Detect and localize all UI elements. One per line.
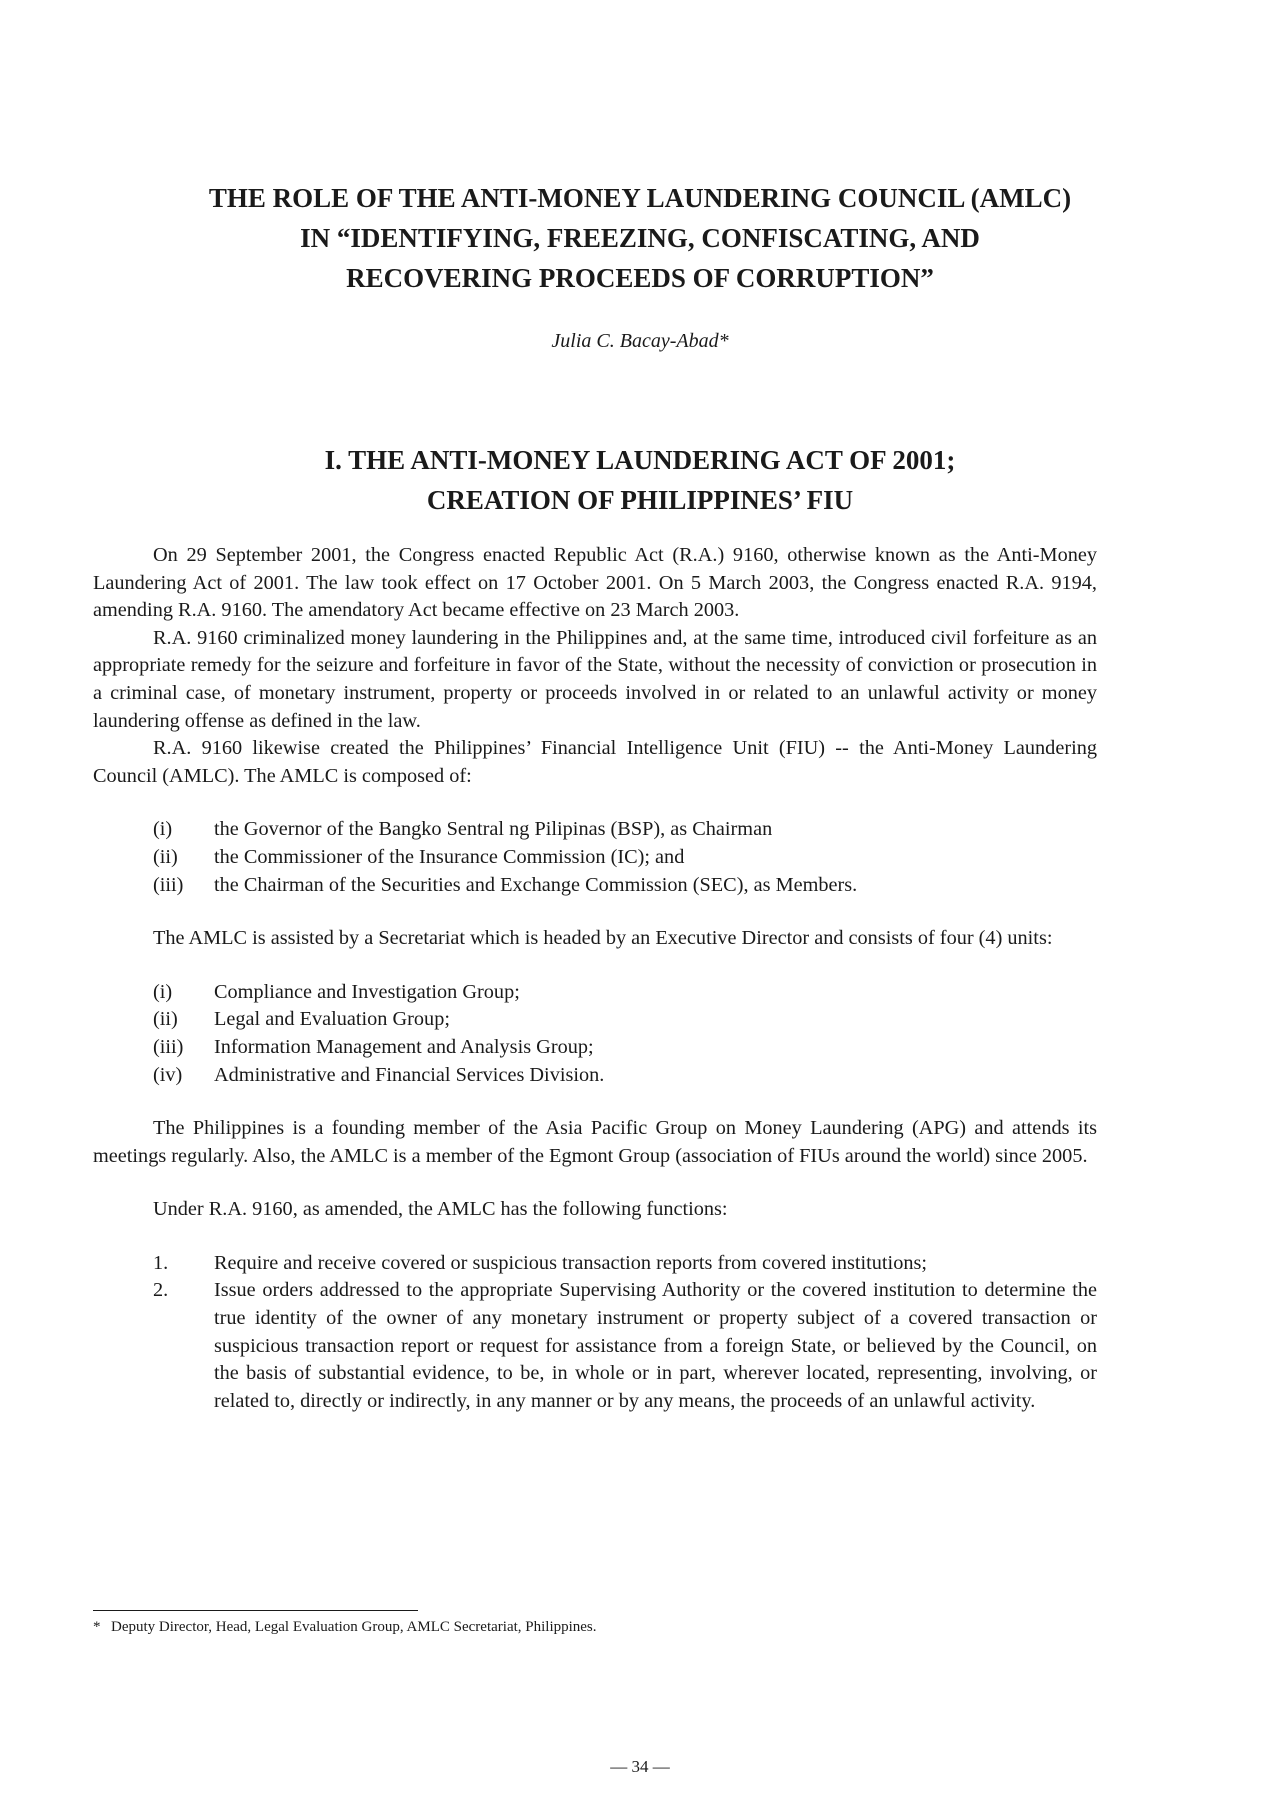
section-heading-line: CREATION OF PHILIPPINES’ FIU [426,485,854,515]
footnote-text: Deputy Director, Head, Legal Evaluation Group, AMLC Secretariat, Philippines. [111,1619,597,1635]
footnote-divider [93,1610,418,1611]
paragraph: R.A. 9160 likewise created the Philippines’ Financial Intelligence Unit (FIU) -- the Anti-Money Laundering Council (AMLC). The AMLC is composed of: [93,737,1097,787]
list-item-text: Require and receive covered or suspicious transaction reports from covered institutions; [214,1251,928,1274]
list-item-text: Information Management and Analysis Group; [214,1035,594,1058]
title-line: THE ROLE OF THE ANTI-MONEY LAUNDERING COUNCIL (AMLC) [208,183,1072,213]
list-marker: (iii) [153,1035,184,1058]
units-list [93,979,1097,1089]
title-line: IN “IDENTIFYING, FREEZING, CONFISCATING, AND [300,223,980,253]
list-item-text: the Commissioner of the Insurance Commission (IC); and [214,845,685,868]
body-text [93,542,1097,1415]
list-item-text: the Governor of the Bangko Sentral ng Pilipinas (BSP), as Chairman [214,818,773,841]
list-item-text: Issue orders addressed to the appropriate Supervising Authority or the covered institution to determine the true identity of the owner of any monetary instrument or property subject of a covered transaction or suspicious transaction report or request for assistance from a foreign State, or believed by the Council, on the basis of substantial evidence, to be, in whole or in part, wherever located, representing, involving, or related to, directly or indirectly, in any manner or by any means, the proceeds of an unlawful activity. [214,1279,1097,1412]
list-item [93,1277,1097,1415]
list-marker: (iv) [153,1063,183,1086]
list-marker: (ii) [153,845,178,868]
list-item [93,1006,1097,1034]
page-number: — 34 — [610,1757,670,1776]
paragraph: The Philippines is a founding member of the Asia Pacific Group on Money Laundering (APG) and attends its meetings regularly. Also, the AMLC is a member of the Egmont Group (association of FIUs around the world) since 2005. [93,1117,1097,1167]
paragraph: R.A. 9160 criminalized money laundering in the Philippines and, at the same time, introduced civil forfeiture as an appropriate remedy for the seizure and forfeiture in favor of the State, without the necessity of conviction or prosecution in a criminal case, of monetary instrument, property or proceeds involved in or related to an unlawful activity or money laundering offense as defined in the law. [93,626,1097,732]
author-name: Julia C. Bacay-Abad* [551,330,729,352]
list-item [93,844,1097,872]
list-marker: 1. [153,1251,169,1274]
list-item [93,872,1097,900]
section-heading-line: I. THE ANTI-MONEY LAUNDERING ACT OF 2001; [324,445,956,475]
article-title [100,178,1180,298]
list-item [93,1250,1097,1278]
list-item [93,1034,1097,1062]
list-item-text: Legal and Evaluation Group; [214,1008,450,1031]
list-item [93,1062,1097,1090]
list-marker: (i) [153,818,173,841]
section-heading [100,440,1180,520]
list-item [93,979,1097,1007]
list-marker: (i) [153,980,173,1003]
list-item-text: the Chairman of the Securities and Exchange Commission (SEC), as Members. [214,873,858,896]
list-marker: (iii) [153,873,184,896]
paragraph: Under R.A. 9160, as amended, the AMLC has the following functions: [153,1198,728,1221]
functions-list [93,1250,1097,1416]
composition-list [93,816,1097,899]
paragraph: On 29 September 2001, the Congress enacted Republic Act (R.A.) 9160, otherwise known as the Anti-Money Laundering Act of 2001. The law took effect on 17 October 2001. On 5 March 2003, the Congress enacted R.A. 9194, amending R.A. 9160. The amendatory Act became effective on 23 March 2003. [93,544,1097,622]
paragraph: The AMLC is assisted by a Secretariat which is headed by an Executive Director and consists of four (4) units: [153,927,1053,950]
footnote [93,1619,597,1636]
list-item-text: Compliance and Investigation Group; [214,980,520,1003]
footnote-marker: * [93,1619,101,1635]
list-item-text: Administrative and Financial Services Division. [214,1063,605,1086]
list-marker: (ii) [153,1008,178,1031]
list-marker: 2. [153,1279,169,1302]
title-line: RECOVERING PROCEEDS OF CORRUPTION” [346,263,934,293]
list-item [93,816,1097,844]
